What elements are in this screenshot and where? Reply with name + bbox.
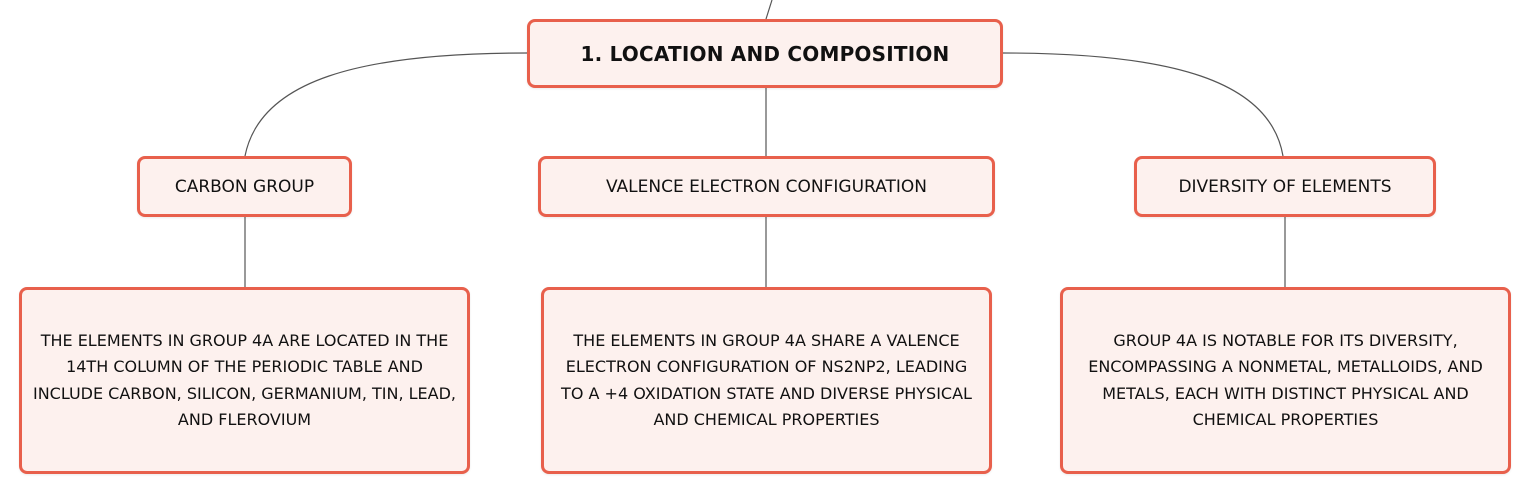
root-node-label: 1. LOCATION AND COMPOSITION [580, 41, 950, 66]
detail-node-text: THE ELEMENTS IN GROUP 4A ARE LOCATED IN THE 14TH COLUMN OF THE PERIODIC TABLE AND INCLUDE CARBON, SILICON, GERMANIUM, TIN, LEAD, AND FLEROVIUM [32, 330, 457, 429]
branch-node-valence-electron-configuration[interactable] [538, 156, 995, 217]
branch-node-diversity-of-elements[interactable] [1134, 156, 1436, 217]
branch-node-label: VALENCE ELECTRON CONFIGURATION [606, 176, 927, 197]
parent-connector [766, 0, 772, 19]
connector-root-diversity [1003, 53, 1283, 156]
connector-root-carbon-group [245, 53, 527, 156]
branch-node-carbon-group[interactable] [137, 156, 352, 217]
root-node[interactable] [527, 19, 1003, 88]
branch-node-label: CARBON GROUP [174, 176, 315, 197]
detail-node-diversity-of-elements[interactable] [1060, 287, 1511, 474]
detail-node-valence-electron-configuration[interactable] [541, 287, 992, 474]
detail-node-carbon-group[interactable] [19, 287, 470, 474]
detail-node-text: THE ELEMENTS IN GROUP 4A SHARE A VALENCE ELECTRON CONFIGURATION OF NS2NP2, LEADING TO A +4 OXIDATION STATE AND DIVERSE PHYSICAL AND CHEMICAL PROPERTIES [561, 330, 972, 429]
branch-node-label: DIVERSITY OF ELEMENTS [1178, 176, 1392, 197]
detail-node-text: GROUP 4A IS NOTABLE FOR ITS DIVERSITY, ENCOMPASSING A NONMETAL, METALLOIDS, AND METALS, EACH WITH DISTINCT PHYSICAL AND CHEMICAL PROPERTIES [1088, 330, 1483, 429]
